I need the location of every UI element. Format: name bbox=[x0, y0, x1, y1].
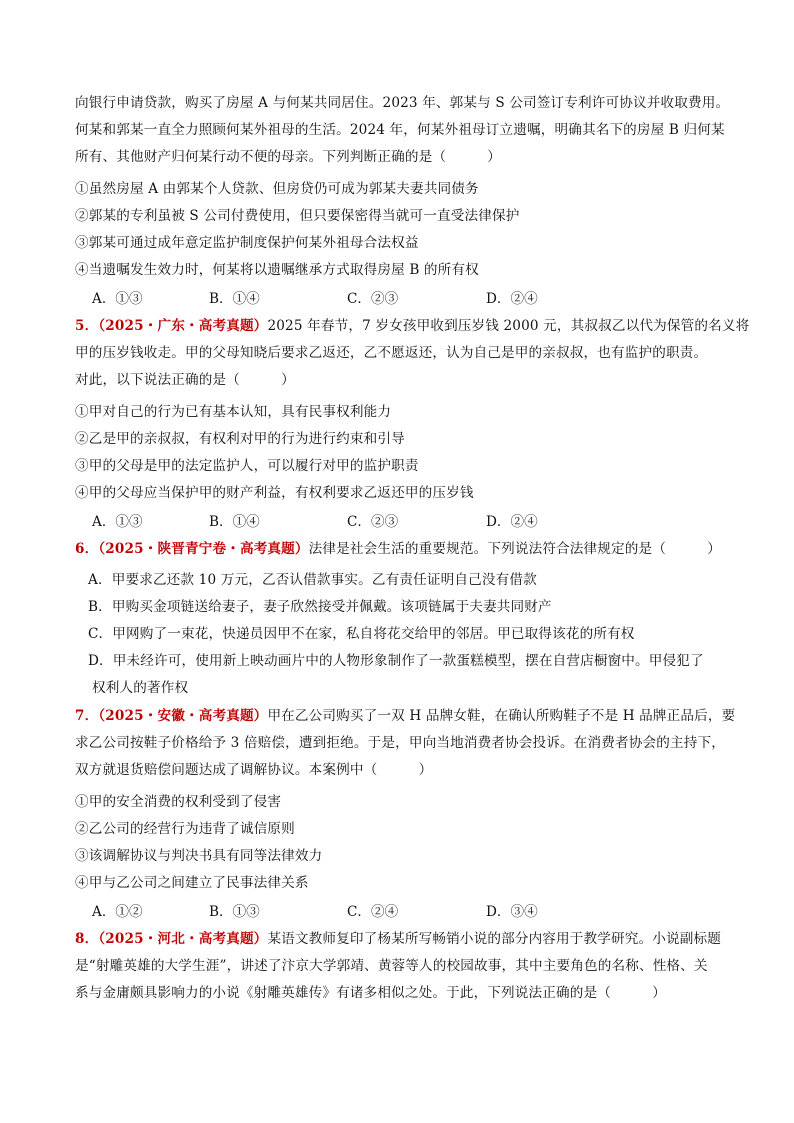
q5-choice-b[interactable]: B．①④ bbox=[209, 514, 260, 530]
q7-statement-4: ④甲与乙公司之间建立了民事法律关系 bbox=[75, 875, 309, 891]
q7-choice-c[interactable]: C．②④ bbox=[347, 904, 399, 920]
q7-statement-3: ③该调解协议与判决书具有同等法律效力 bbox=[75, 848, 323, 864]
q5-stem-line-1 bbox=[75, 316, 750, 336]
q5-choice-c[interactable]: C．②③ bbox=[347, 514, 399, 530]
q8-stem-line-3: 系与金庸颇具影响力的小说《射雕英雄传》有诸多相似之处。于此，下列说法正确的是（ ） bbox=[75, 985, 666, 1001]
q4-choice-c[interactable]: C．②③ bbox=[347, 291, 399, 307]
q8-source: （2025・河北・高考真题） bbox=[98, 931, 268, 947]
q8-stem-line-1 bbox=[75, 929, 725, 949]
q7-choice-a[interactable]: A．①② bbox=[92, 904, 143, 920]
q5-statement-1: ①甲对自己的行为已有基本认知，具有民事权利能力 bbox=[75, 404, 392, 420]
q5-stem-line-2: 甲的压岁钱收走。甲的父母知晓后要求乙返还，乙不愿返还，认为自己是甲的亲叔叔，也有监护的职责。 bbox=[75, 345, 708, 361]
q8-stem-first: 某语文教师复印了杨某所写畅销小说的部分内容用于教学研究。小说副标题 bbox=[267, 931, 721, 947]
q4-statement-1: ①虽然房屋 A 由郭某个人贷款、但房贷仍可成为郭某夫妻共同债务 bbox=[75, 181, 479, 197]
q4-choice-d[interactable]: D．②④ bbox=[486, 291, 538, 307]
q8-number: 8． bbox=[75, 931, 99, 947]
q4-statement-2: ②郭某的专利虽被 S 公司付费使用，但只要保密得当就可一直受法律保护 bbox=[75, 208, 520, 224]
q6-source: （2025・陕晋青宁卷・高考真题） bbox=[98, 541, 309, 557]
q7-choice-b[interactable]: B．①③ bbox=[209, 904, 260, 920]
q7-stem-first: 甲在乙公司购买了一双 H 品牌女鞋，在确认所购鞋子不是 H 品牌正品后，要 bbox=[267, 708, 736, 724]
q4-choice-a[interactable]: A．①③ bbox=[92, 291, 143, 307]
q6-option-d-continued: 权利人的著作权 bbox=[92, 680, 189, 696]
q6-option-c[interactable]: C．甲网购了一束花，快递员因甲不在家，私自将花交给甲的邻居。甲已取得该花的所有权 bbox=[88, 626, 635, 642]
q5-stem-first: 2025 年春节，7 岁女孩甲收到压岁钱 2000 元，其叔叔乙以代为保管的名义将 bbox=[267, 318, 750, 334]
q5-number: 5． bbox=[75, 318, 99, 334]
q5-statement-2: ②乙是甲的亲叔叔，有权利对甲的行为进行约束和引导 bbox=[75, 431, 405, 447]
q5-choice-a[interactable]: A．①③ bbox=[92, 514, 143, 530]
q6-number: 6． bbox=[75, 541, 99, 557]
q4-statement-3: ③郭某可通过成年意定监护制度保护何某外祖母合法权益 bbox=[75, 235, 419, 251]
q6-option-d[interactable]: D．甲未经许可，使用新上映动画片中的人物形象制作了一款蛋糕模型，摆在自营店橱窗中。甲侵犯了 bbox=[88, 653, 704, 669]
q5-statement-3: ③甲的父母是甲的法定监护人，可以履行对甲的监护职责 bbox=[75, 458, 419, 474]
q7-stem-line-1 bbox=[75, 706, 736, 726]
q7-stem-line-3: 双方就退货赔偿问题达成了调解协议。本案例中（ ） bbox=[75, 762, 433, 778]
q4-stem-line-2: 何某和郭某一直全力照顾何某外祖母的生活。2024 年，何某外祖母订立遗嘱，明确其名下的房屋 B 归何某 bbox=[75, 122, 725, 138]
q8-stem-line-2: 是“射雕英雄的大学生涯”，讲述了汴京大学郭靖、黄蓉等人的校园故事，其中主要角色的名称、性格、关 bbox=[75, 958, 708, 974]
q5-stem-line-3: 对此，以下说法正确的是（ ） bbox=[75, 372, 295, 388]
q5-source: （2025・广东・高考真题） bbox=[98, 318, 268, 334]
q6-option-b[interactable]: B．甲购买金项链送给妻子，妻子欣然接受并佩戴。该项链属于夫妻共同财产 bbox=[88, 599, 552, 615]
q6-stem-line-1 bbox=[75, 539, 725, 559]
q7-stem-line-2: 求乙公司按鞋子价格给予 3 倍赔偿，遭到拒绝。于是，甲向当地消费者协会投诉。在消费者协会的主持下， bbox=[75, 735, 725, 751]
q4-stem-line-1: 向银行申请贷款，购买了房屋 A 与何某共同居住。2023 年、郭某与 S 公司签订专利许可协议并收取费用。 bbox=[75, 95, 730, 111]
q6-stem-first: 法律是社会生活的重要规范。下列说法符合法律规定的是（ ） bbox=[308, 541, 721, 557]
q7-statement-2: ②乙公司的经营行为违背了诚信原则 bbox=[75, 821, 295, 837]
q7-number: 7． bbox=[75, 708, 99, 724]
q5-choice-d[interactable]: D．②④ bbox=[486, 514, 538, 530]
q4-statement-4: ④当遗嘱发生效力时，何某将以遗嘱继承方式取得房屋 B 的所有权 bbox=[75, 262, 479, 278]
q7-source: （2025・安徽・高考真题） bbox=[98, 708, 268, 724]
q4-stem-line-3: 所有、其他财产归何某行动不便的母亲。下列判断正确的是（ ） bbox=[75, 149, 502, 165]
q7-choice-d[interactable]: D．③④ bbox=[486, 904, 538, 920]
q6-option-a[interactable]: A．甲要求乙还款 10 万元，乙否认借款事实。乙有责任证明自己没有借款 bbox=[88, 572, 537, 588]
q4-choice-b[interactable]: B．①④ bbox=[209, 291, 260, 307]
q7-statement-1: ①甲的安全消费的权利受到了侵害 bbox=[75, 794, 282, 810]
q5-statement-4: ④甲的父母应当保护甲的财产利益，有权利要求乙返还甲的压岁钱 bbox=[75, 485, 474, 501]
